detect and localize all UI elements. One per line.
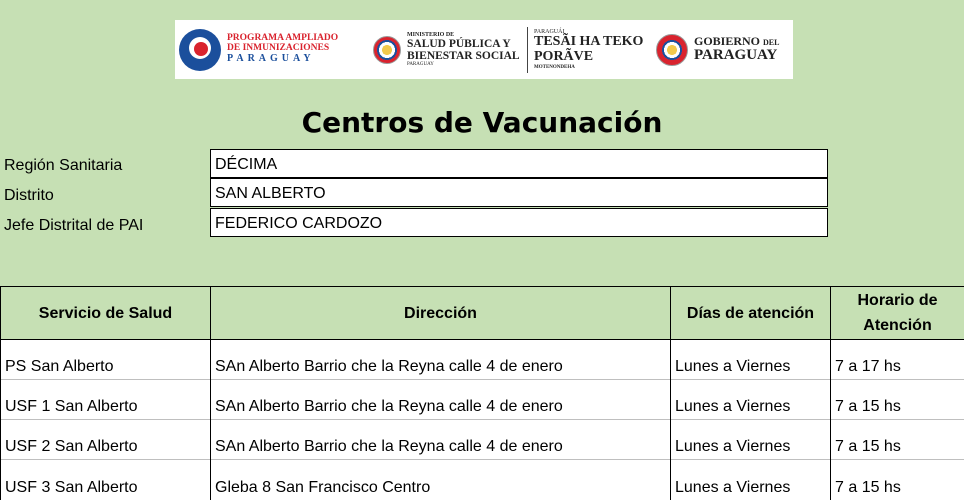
table-row — [1, 380, 964, 420]
pai-logo-line1: PROGRAMA AMPLIADO — [227, 34, 338, 44]
logo-banner — [175, 20, 793, 79]
pai-logo-line2: DE INMUNIZACIONES — [227, 44, 338, 54]
ministerio-line1: MINISTERIO DE — [407, 32, 520, 38]
tesai-line3: PORÃVE — [534, 50, 643, 65]
cell-direccion: Gleba 8 San Francisco Centro — [211, 460, 671, 500]
table-header-row — [1, 287, 964, 340]
gobierno-line1: GOBIERNO — [694, 34, 760, 48]
cell-dias: Lunes a Viernes — [671, 420, 831, 460]
gobierno-line2: PARAGUAY — [694, 48, 779, 64]
gobierno-logo — [656, 20, 779, 79]
distrito-value: SAN ALBERTO — [210, 178, 828, 207]
cell-dias: Lunes a Viernes — [671, 460, 831, 500]
column-header-direccion: Dirección — [211, 287, 671, 340]
vaccination-centers-table — [0, 286, 964, 500]
tesai-line1: PARAGUÁI — [534, 29, 643, 35]
cell-servicio: USF 2 San Alberto — [1, 420, 211, 460]
cell-dias: Lunes a Viernes — [671, 380, 831, 420]
cell-horario: 7 a 15 hs — [831, 380, 964, 420]
gobierno-seal-icon — [656, 34, 688, 66]
tesai-line4: MOTENONDEHA — [534, 65, 643, 70]
column-header-servicio: Servicio de Salud — [1, 287, 211, 340]
distrito-label: Distrito — [4, 187, 54, 205]
column-header-dias: Días de atención — [671, 287, 831, 340]
column-header-horario-line1: Horario de — [832, 288, 963, 313]
region-label: Región Sanitaria — [4, 157, 122, 175]
column-header-horario-line2: Atención — [832, 313, 963, 338]
gobierno-line1-small: DEL — [763, 38, 779, 47]
ministerio-seal-icon — [373, 36, 401, 64]
ministerio-line4: PARAGUAY — [407, 62, 520, 67]
cell-servicio: USF 1 San Alberto — [1, 380, 211, 420]
ministerio-logo — [373, 20, 523, 79]
cell-dias: Lunes a Viernes — [671, 340, 831, 380]
pai-logo — [175, 20, 349, 79]
cell-direccion: SAn Alberto Barrio che la Reyna calle 4 de enero — [211, 380, 671, 420]
cell-horario: 7 a 17 hs — [831, 340, 964, 380]
ministerio-line3: BIENESTAR SOCIAL — [407, 50, 520, 62]
cell-servicio: PS San Alberto — [1, 340, 211, 380]
jefe-label: Jefe Distrital de PAI — [4, 217, 143, 235]
tesai-logo — [534, 20, 652, 79]
table-row — [1, 420, 964, 460]
logo-divider — [527, 27, 528, 73]
pai-logo-line3: PARAGUAY — [227, 54, 338, 65]
ministerio-line2: SALUD PÚBLICA Y — [407, 38, 520, 50]
cell-direccion: SAn Alberto Barrio che la Reyna calle 4 de enero — [211, 420, 671, 460]
page-title: Centros de Vacunación — [0, 106, 964, 139]
cell-direccion: SAn Alberto Barrio che la Reyna calle 4 de enero — [211, 340, 671, 380]
jefe-value: FEDERICO CARDOZO — [210, 208, 828, 237]
cell-horario: 7 a 15 hs — [831, 420, 964, 460]
cell-horario: 7 a 15 hs — [831, 460, 964, 500]
table-row — [1, 460, 964, 500]
cell-servicio: USF 3 San Alberto — [1, 460, 211, 500]
region-value: DÉCIMA — [210, 149, 828, 178]
pai-emblem-icon — [179, 29, 221, 71]
table-row — [1, 340, 964, 380]
tesai-line2: TESÃI HA TEKO — [534, 35, 643, 50]
column-header-horario — [831, 287, 964, 340]
